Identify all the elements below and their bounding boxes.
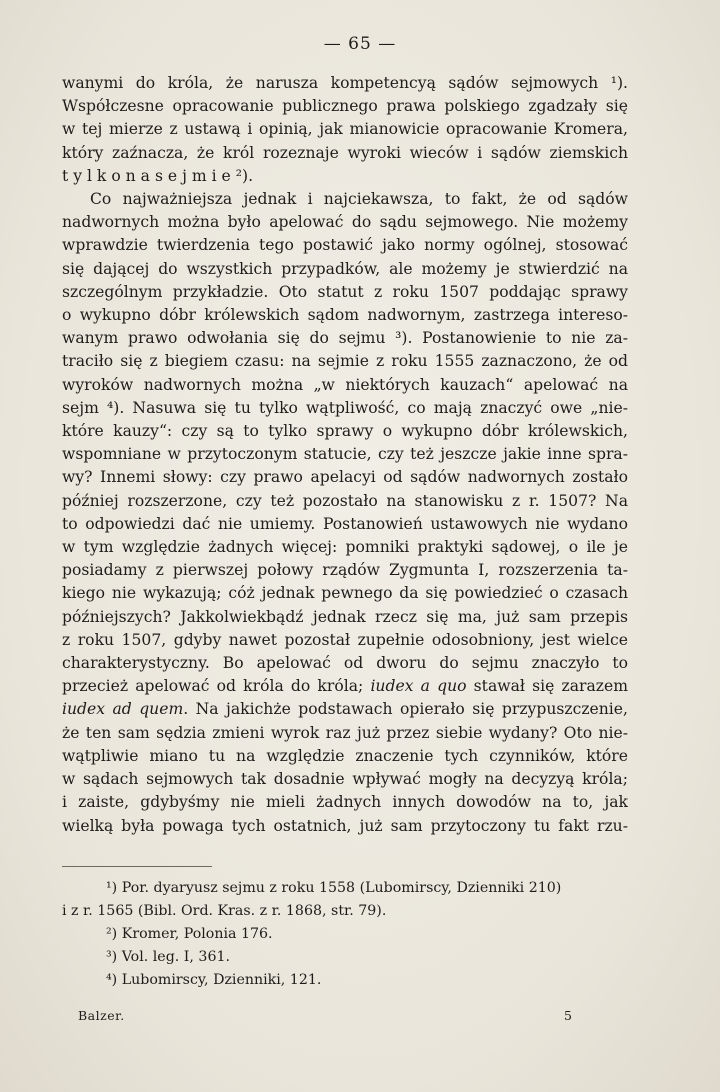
footnote-2: ²) Kromer, Polonia 176.	[106, 926, 273, 942]
footnote-1: ¹) Por. dyaryusz sejmu z roku 1558 (Lubomirscy, Dzienniki 210)	[106, 880, 562, 896]
text-line: wanymi do króla, że narusza kompetencyą sądów sejmowych ¹).	[62, 74, 628, 92]
text-line: o wykupno dóbr królewskich sądom nadwornym, zastrzega intereso-	[62, 306, 628, 325]
text-line: szczególnym przykładzie. Oto statut z roku 1507 poddając sprawy	[62, 282, 628, 301]
text-line: wy? Innemi słowy: czy prawo apelacyi od sądów nadwornych zostało	[62, 468, 628, 487]
text-line: wspomniane w przytoczonym statucie, czy też jeszcze jakie inne spra-	[62, 445, 628, 464]
footnote-divider	[62, 866, 212, 867]
text-line: się dającej do wszystkich przypadków, ale możemy je stwierdzić na	[62, 259, 628, 278]
text-line: w tym względzie żadnych więcej: pomniki praktyki sądowej, o ile je	[62, 538, 628, 557]
text-line: nadwornych można było apelować do sądu sejmowego. Nie możemy	[62, 213, 628, 232]
main-text-block	[62, 72, 628, 838]
page-number: — 65 —	[323, 34, 397, 54]
footnote-1-continuation: i z r. 1565 (Bibl. Ord. Kras. z r. 1868, str. 79).	[62, 903, 387, 919]
text-line: wanym prawo odwołania się do sejmu ³). Postanowienie to nie za-	[62, 329, 628, 348]
text-line: charakterystyczny. Bo apelować od dworu do sejmu znaczyło to	[62, 654, 628, 673]
text-line: Współczesne opracowanie publicznego prawa polskiego zgadzały się	[62, 97, 628, 116]
text-line: sejm ⁴). Nasuwa się tu tylko wątpliwość, co mają znaczyć owe „nie-	[62, 398, 628, 417]
text-line: wielką była powaga tych ostatnich, już sam przytoczony tu fakt rzu-	[62, 816, 628, 835]
latin-phrase: iudex a quo	[370, 677, 467, 696]
text-line: wyroków nadwornych można „w niektórych kauzach“ apelować na	[62, 375, 628, 394]
text-line: traciło się z biegiem czasu: na sejmie z roku 1555 zaznaczono, że od	[62, 352, 628, 371]
text-line: w tej mierze z ustawą i opinią, jak mianowicie opracowanie Kromera,	[62, 120, 628, 139]
text-line: to odpowiedzi dać nie umiemy. Postanowień ustawowych nie wydano	[62, 514, 628, 533]
text-line: wprawdzie twierdzenia tego postawić jako normy ogólnej, stosować	[62, 236, 628, 255]
text-line: posiadamy z pierwszej połowy rządów Zygmunta I, rozszerzenia ta-	[62, 561, 628, 580]
text-line: wątpliwie miano tu na względzie znaczenie tych czynników, które	[62, 746, 628, 765]
text-line: które kauzy“: czy są to tylko sprawy o wykupno dóbr królewskich,	[62, 422, 628, 441]
text-line: z roku 1507, gdyby nawet pozostał zupełnie odosobniony, jest wielce	[62, 630, 628, 649]
text-line: t y l k o n a s e j m i e ²).	[62, 166, 254, 185]
text-line: iudex ad quem. Na jakichże podstawach opierało się przypuszczenie,	[62, 700, 628, 719]
text-line: w sądach sejmowych tak dosadnie wpływać mogły na decyzyą króla;	[62, 770, 628, 789]
text-line: i zaiste, gdybyśmy nie mieli żadnych innych dowodów na to, jak	[62, 793, 628, 812]
text-line: późniejszych? Jakkolwiekbądź jednak rzecz się ma, już sam przepis	[62, 607, 628, 626]
text-line: kiego nie wykazują; cóż jednak pewnego da się powiedzieć o czasach	[62, 584, 628, 603]
text-line: że ten sam sędzia zmieni wyrok raz już przez siebie wydany? Oto nie-	[62, 723, 628, 742]
text-line: później rozszerzone, czy też pozostało na stanowisku z r. 1507? Na	[62, 491, 628, 510]
footnote-3: ³) Vol. leg. I, 361.	[106, 949, 231, 965]
text-line-paragraph-start: Co najważniejsza jednak i najciekawsza, to fakt, że od sądów	[90, 190, 628, 209]
latin-phrase: iudex ad quem	[62, 700, 184, 719]
signature-number: 5	[564, 1008, 573, 1023]
text-line: przecież apelować od króla do króla; iudex a quo stawał się zarazem	[62, 677, 628, 696]
text-line: który zaźnacza, że król rozeznaje wyroki wieców i sądów ziemskich	[62, 143, 628, 162]
signature-mark: Balzer.	[78, 1008, 125, 1023]
footnote-4: ⁴) Lubomirscy, Dzienniki, 121.	[106, 972, 322, 988]
footnotes-block	[62, 877, 628, 992]
